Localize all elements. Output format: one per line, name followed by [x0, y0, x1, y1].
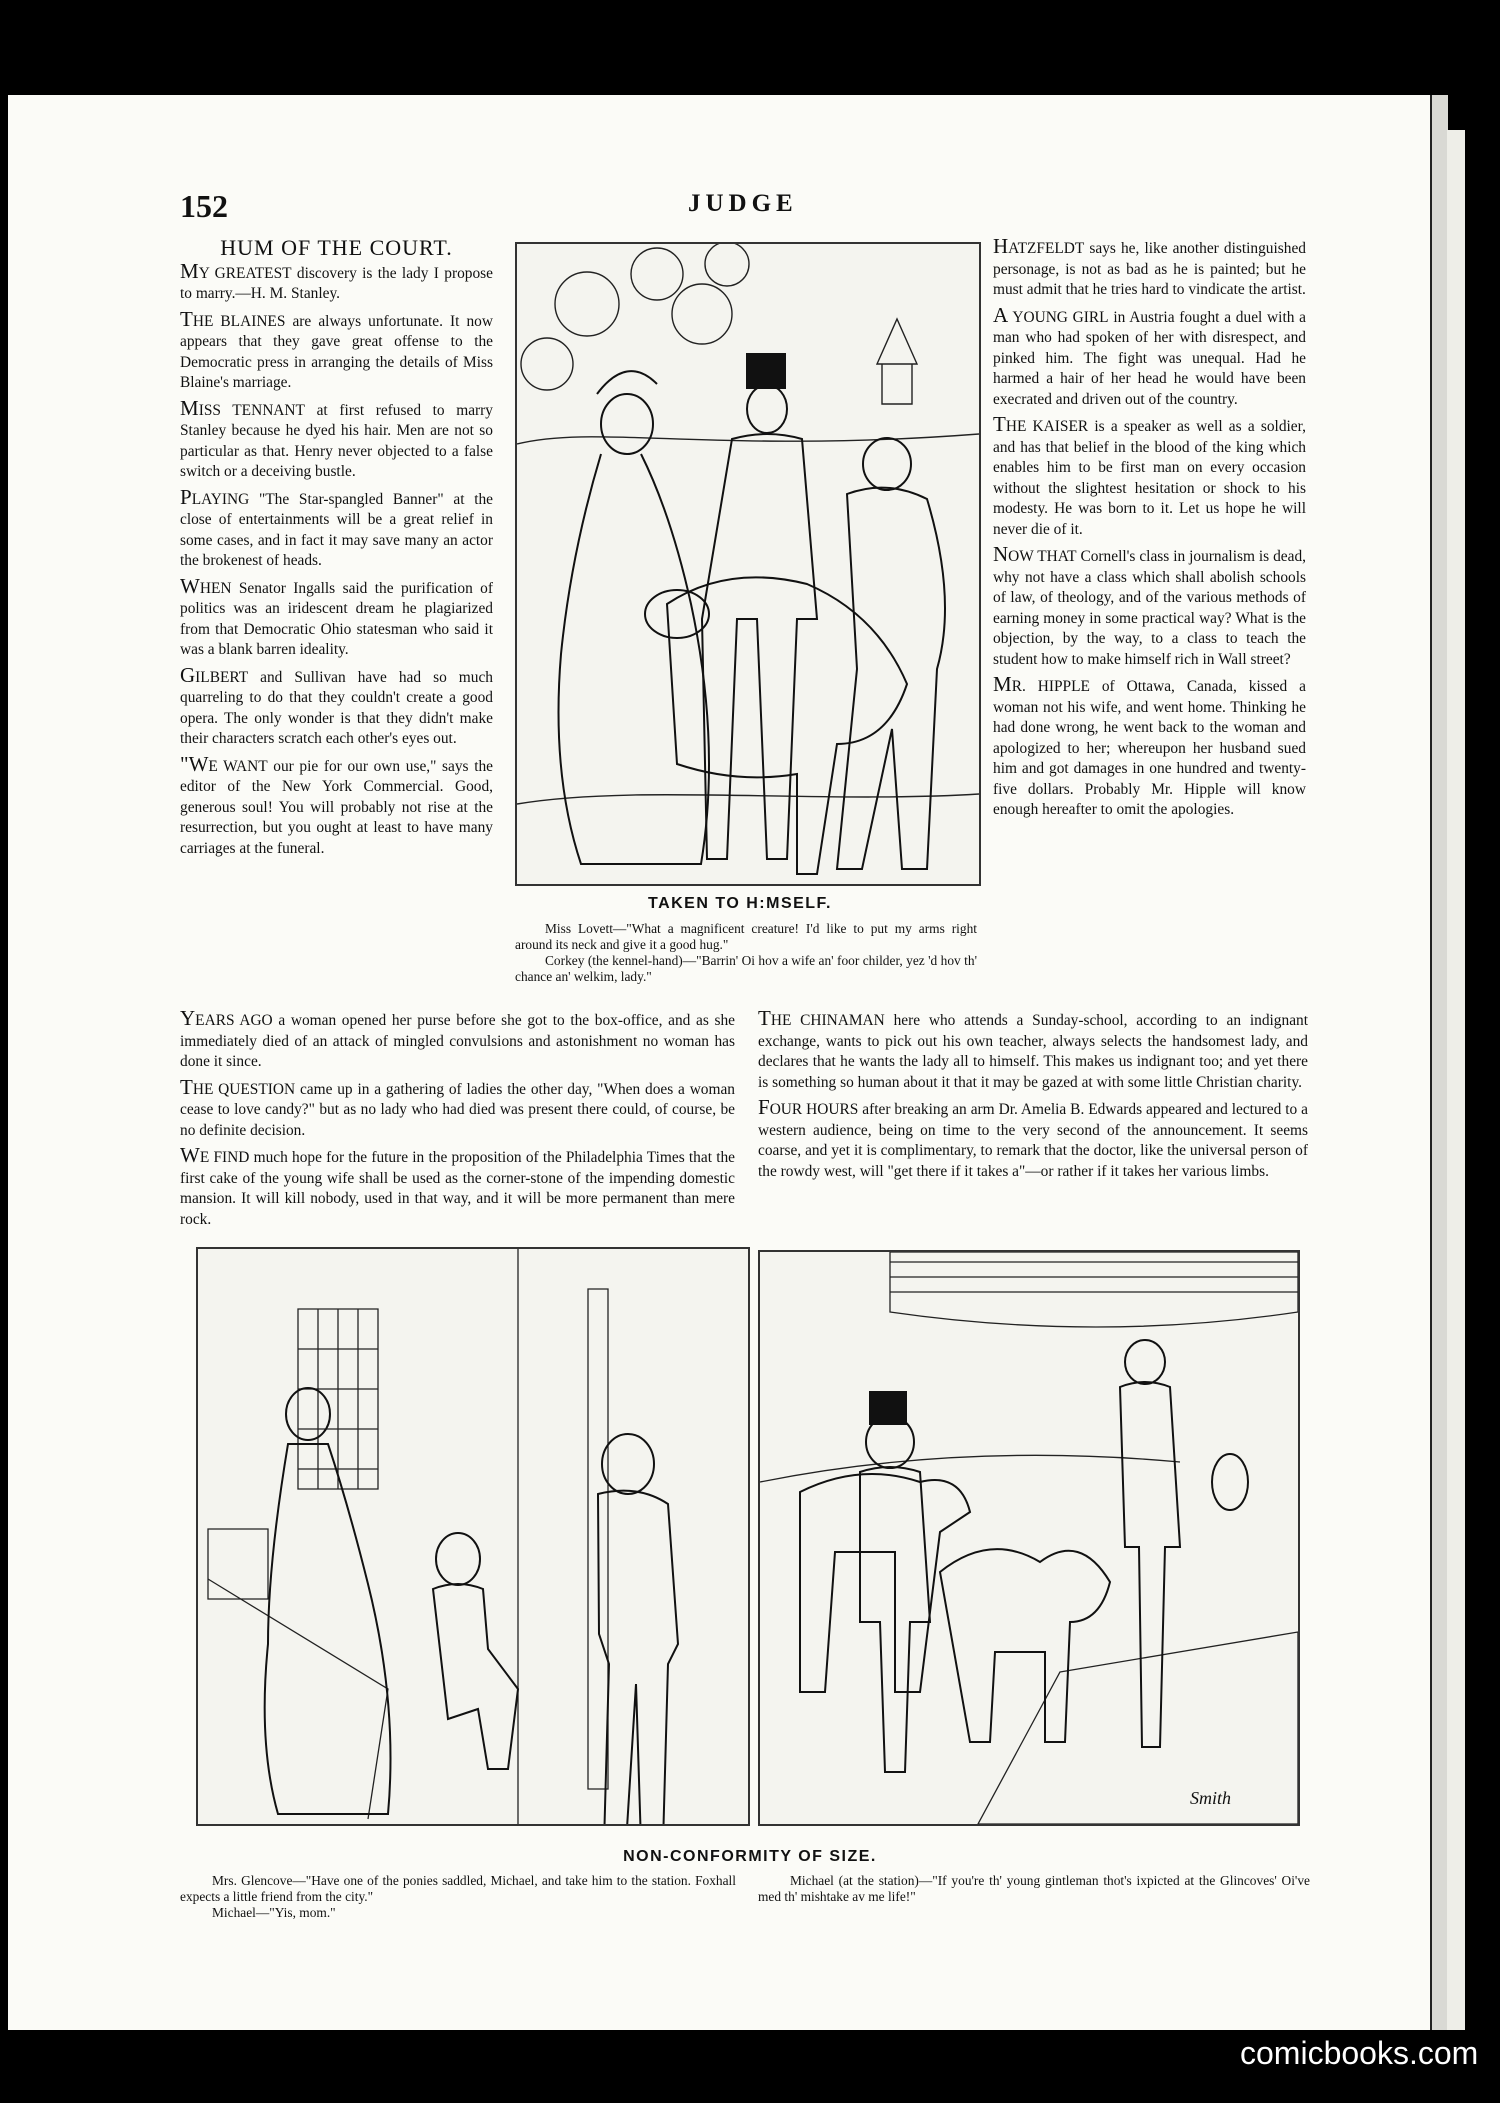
- drop-lead-letter: T: [180, 306, 193, 331]
- article-text: much hope for the future in the proposition of the Philadelphia Times that the first cake of the young wife shall be used as the corner-stone of the impending domestic mansion. It will kill nobody, used in that way, and it will be more permanent than mere rock.: [180, 1149, 735, 1228]
- drop-lead-letter: Y: [180, 1006, 196, 1030]
- left-column: [180, 235, 494, 865]
- article-paragraph: [993, 672, 1307, 821]
- top-cartoon-caption-2: Corkey (the kennel-hand)—"Barrin' Oi hov a wife an' foor childer, yez 'd hov th' chance an' welkim, lady.": [515, 953, 977, 984]
- lower-left-column: [180, 1006, 736, 1236]
- top-cartoon-illustration: [515, 242, 981, 886]
- lead-in-caps: E WANT: [208, 757, 268, 775]
- article-text: and Sullivan have had so much quarreling to do that they couldn't create a good opera. The only wonder is that they didn't make their characters scratch each other's eyes out.: [180, 668, 493, 747]
- article-paragraph: [180, 573, 493, 661]
- drop-lead-letter: "W: [180, 751, 209, 776]
- bottom-cartoon-title: NON-CONFORMITY OF SIZE.: [623, 1848, 877, 1865]
- article-paragraph: [180, 395, 493, 483]
- article-text: a woman opened her purse before she got to the box-office, and as she immediately died of an attack of mingled convulsions and astonishment no woman has done it since.: [180, 1012, 735, 1070]
- lead-in-caps: LAYING: [191, 490, 250, 508]
- bottom-right-cartoon: [758, 1250, 1300, 1826]
- article-paragraph: [180, 1074, 736, 1142]
- article-paragraph: [180, 1143, 735, 1230]
- lead-in-caps: HEN: [199, 579, 232, 597]
- article-text: are always unfortunate. It now appears that they gave great offense to the Democratic press in arranging the details of Miss Blaine's marriage.: [180, 312, 493, 391]
- drop-lead-letter: T: [758, 1006, 771, 1030]
- lead-in-caps: ISS TENNANT: [198, 401, 305, 419]
- lead-in-caps: HE BLAINES: [192, 312, 286, 330]
- bottom-cartoon-caption-left-1: Mrs. Glencove—"Have one of the ponies saddled, Michael, and take him to the station. Foxhall expects a little friend from the city.": [180, 1873, 736, 1904]
- masthead: JUDGE: [688, 190, 798, 217]
- lower-right-column: [758, 1006, 1309, 1188]
- lead-in-caps: R. HIPPLE: [1011, 678, 1090, 695]
- section-heading: HUM OF THE COURT.: [220, 235, 453, 260]
- bottom-cartoon-caption-left-2: Michael—"Yis, mom.": [212, 1905, 336, 1920]
- drop-lead-letter: A: [993, 302, 1009, 327]
- drop-lead-letter: T: [993, 412, 1006, 436]
- article-text: came up in a gathering of ladies the other day, "When does a woman cease to love candy?" but as no lady who had died was present there could, of course, be no definite decision.: [180, 1080, 736, 1139]
- drop-lead-letter: M: [993, 672, 1012, 696]
- lead-in-caps: HE CHINAMAN: [770, 1012, 885, 1029]
- page-spine: [1430, 95, 1448, 2030]
- article-text: discovery is the lady I propose to marry.—H. M. Stanley.: [180, 264, 494, 302]
- lead-in-caps: HE QUESTION: [192, 1080, 296, 1098]
- drop-lead-letter: T: [180, 1074, 193, 1099]
- article-paragraph: [758, 1095, 1309, 1182]
- top-cartoon-caption-1: Miss Lovett—"What a magnificent creature! I'd like to put my arms right around its neck and give it a good hug.": [515, 921, 977, 952]
- lead-in-caps: E FIND: [199, 1149, 250, 1166]
- greenhouse-scene-drawing: [198, 1249, 748, 1824]
- article-paragraph: [993, 542, 1306, 670]
- article-text: "The Star-spangled Banner" at the close of entertainments will be a great relief in some cases, and in fact it may save many an actor the brokenest of heads.: [180, 490, 493, 569]
- article-paragraph: [993, 234, 1306, 301]
- lead-in-caps: Y GREATEST: [198, 264, 292, 282]
- article-paragraph: [180, 1006, 735, 1073]
- bottom-left-cartoon: [196, 1247, 750, 1826]
- drop-lead-letter: W: [180, 573, 200, 598]
- artist-signature: Smith: [1190, 1788, 1232, 1808]
- drop-lead-letter: H: [993, 234, 1009, 258]
- drop-lead-letter: W: [180, 1143, 200, 1167]
- article-paragraph: [758, 1006, 1308, 1093]
- bottom-cartoon-caption-right: Michael (at the station)—"If you're th' young gintleman thot's ixpicted at the Glincoves' Oi've med th' mishtake av me life!": [758, 1873, 1310, 1904]
- article-text: is a speaker as well as a soldier, and has that belief in the blood of the king which enables him to be first man on every occasion without the slightest hesitation or shock to his modesty. He was born to it. Let us hope he will never die of it.: [993, 418, 1306, 538]
- lead-in-caps: EARS AGO: [195, 1012, 273, 1029]
- lead-in-caps: OW THAT: [1008, 548, 1077, 565]
- lead-in-caps: OUR HOURS: [769, 1101, 859, 1118]
- page-number: 152: [180, 188, 228, 224]
- article-paragraph: [993, 412, 1306, 540]
- article-text: says he, like another distinguished personage, is not as bad as he is painted; but he must admit that he tries hard to vindicate the artist.: [993, 240, 1306, 298]
- article-paragraph: [180, 258, 494, 305]
- lead-in-caps: ATZFELDT: [1008, 240, 1085, 257]
- kennel-scene-drawing: [517, 244, 979, 884]
- lead-in-caps: HE KAISER: [1005, 418, 1089, 435]
- article-text: after breaking an arm Dr. Amelia B. Edwards appeared and lectured to a western audience, being on time to the very second of the announcement. It seems coarse, and yet it is complimentary, to remark that the doctor, like the universal person of the rowdy west, will "get there if it takes a"—or rather if it takes her various limbs.: [758, 1101, 1309, 1180]
- article-paragraph: [180, 484, 493, 572]
- article-text: Cornell's class in journalism is dead, why not have a class which shall abolish schools of law, of theology, and of the various methods of earning money in some practical way? What is the objection, by the way, to a class to teach the student how to make himself rich in Wall street?: [993, 548, 1306, 668]
- article-paragraph: [180, 662, 493, 750]
- article-paragraph: [180, 306, 493, 394]
- drop-lead-letter: F: [758, 1095, 770, 1119]
- article-text: here who attends a Sunday-school, according to an indignant exchange, wants to pick out his own teacher, always selects the handsomest lady, and declares that he wants the lady all to himself. This makes us indignant too; and yet there is something so human about it that it may be gazed at with some little Christian charity.: [758, 1012, 1308, 1091]
- station-scene-drawing: [760, 1252, 1298, 1824]
- watermark: comicbooks.com: [1240, 2035, 1479, 2071]
- article-text: our pie for our own use," says the editor of the New York Commercial. Good, generous soul! You will probably not rise at the resurrection, but you ought at least to have many carriages at the funeral.: [180, 757, 493, 857]
- article-text: of Ottawa, Canada, kissed a woman not his wife, and went home. Thinking he had done wrong, he went back to the woman and apologized to her; whereupon her husband sued him and got damages in one hundred and twenty-five dollars. Probably Mr. Hipple will know enough hereafter to omit the apologies.: [993, 678, 1307, 818]
- drop-lead-letter: M: [180, 258, 199, 283]
- article-text: Senator Ingalls said the purification of politics was an iridescent dream he plagiarized from that Democratic Ohio statesman who said it was a blank barren ideality.: [180, 579, 493, 658]
- facing-page-edge: [1447, 130, 1465, 2030]
- lead-in-caps: ILBERT: [195, 668, 249, 686]
- article-paragraph: [993, 302, 1306, 411]
- article-paragraph: [180, 751, 493, 860]
- drop-lead-letter: P: [180, 484, 192, 509]
- drop-lead-letter: M: [180, 395, 199, 420]
- drop-lead-letter: G: [180, 662, 196, 687]
- article-text: in Austria fought a duel with a man who had spoken of her with disrespect, and pinked him. The fight was unequal. Had he harmed a hair of her head he would have been execrated and driven out of the country.: [993, 308, 1306, 408]
- top-cartoon-title: TAKEN TO H:MSELF.: [647, 895, 832, 912]
- right-column: [993, 234, 1307, 827]
- drop-lead-letter: N: [993, 542, 1009, 566]
- lead-in-caps: YOUNG GIRL: [1008, 308, 1109, 326]
- article-text: at first refused to marry Stanley because he dyed his hair. Men are not so particular as that. Henry never objected to a false switch or a deceiving bustle.: [180, 401, 493, 480]
